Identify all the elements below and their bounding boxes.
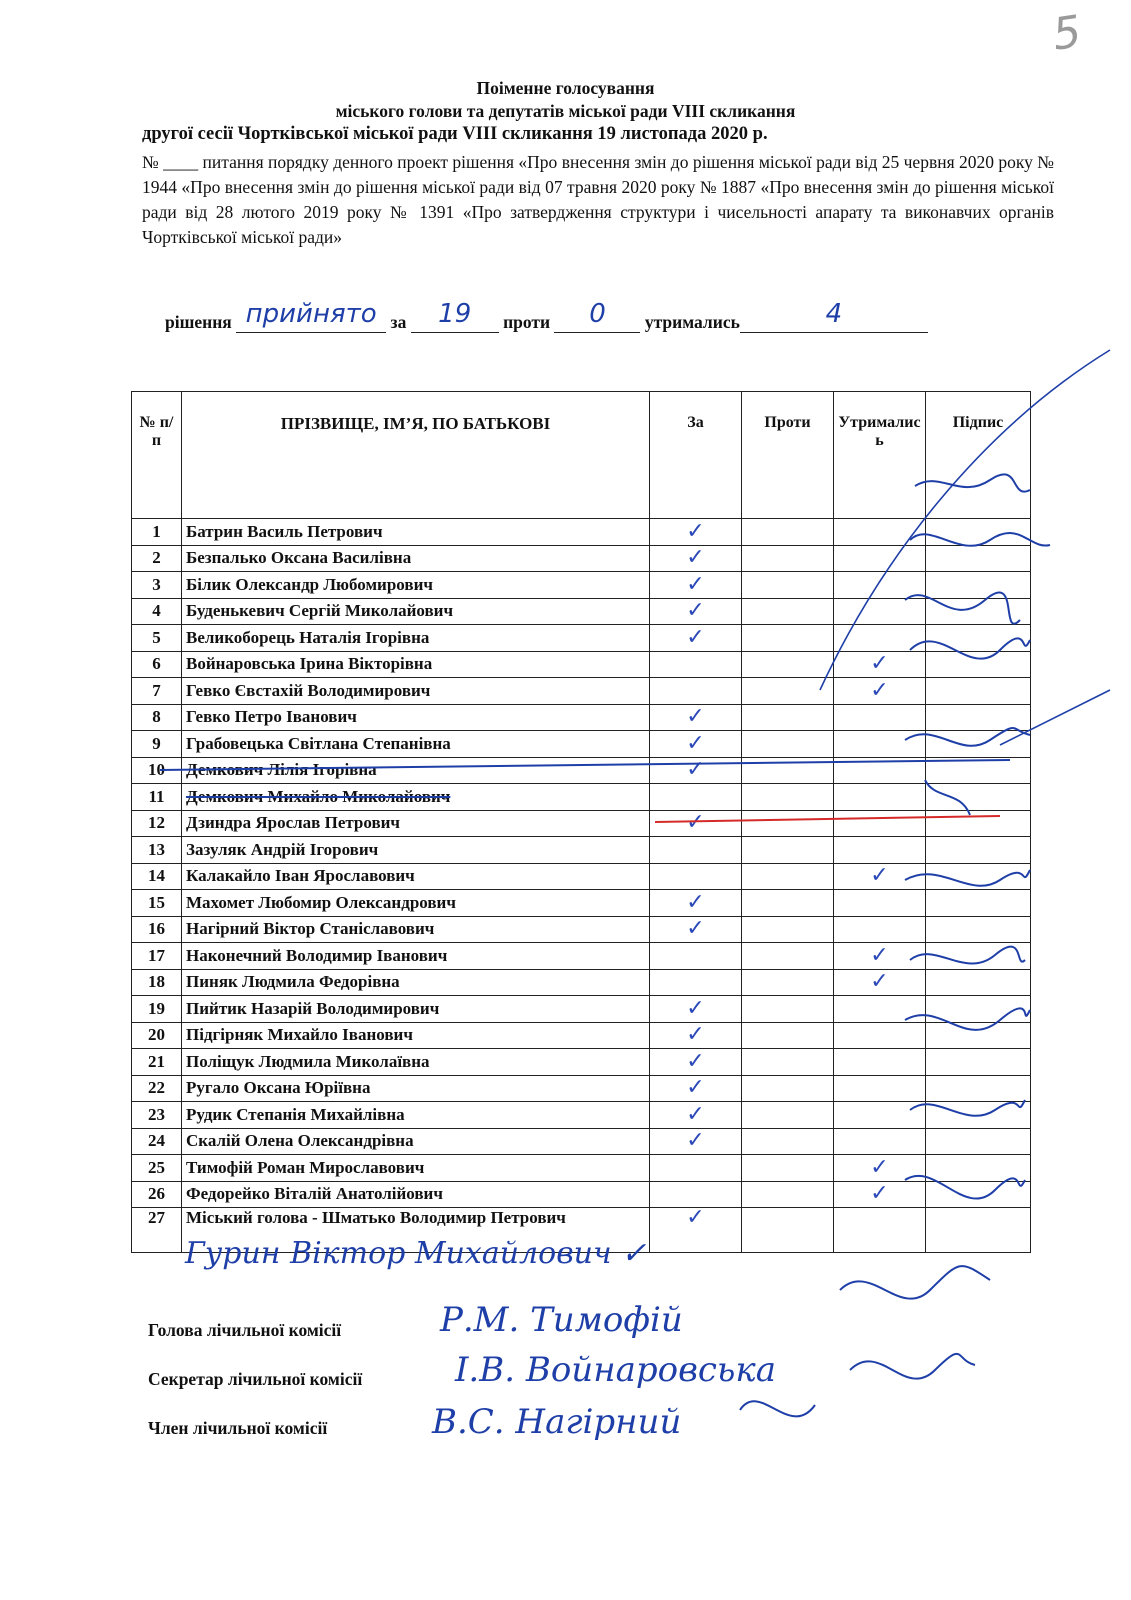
cell-num: 19 xyxy=(132,996,182,1023)
header-num: № п/п xyxy=(132,392,182,519)
check-mark-icon: ✓ xyxy=(686,916,705,942)
cell-num: 10 xyxy=(132,757,182,784)
cell-num: 20 xyxy=(132,1022,182,1049)
signature-scribble xyxy=(910,1100,1025,1116)
cell-num: 6 xyxy=(132,651,182,678)
cell-name: Батрин Василь Петрович xyxy=(182,519,650,546)
check-mark-icon: ✓ xyxy=(686,1022,705,1048)
check-mark-icon: ✓ xyxy=(686,1048,705,1074)
cell-num: 15 xyxy=(132,890,182,917)
signature-scribble xyxy=(840,1266,990,1299)
cell-num: 21 xyxy=(132,1049,182,1076)
handwritten-extra-voter: Гурин Віктор Михайлович ✓ xyxy=(185,1236,647,1271)
cell-num: 12 xyxy=(132,810,182,837)
cell-num: 13 xyxy=(132,837,182,864)
cell-name: Калакайло Іван Ярославович xyxy=(182,863,650,890)
check-mark-icon: ✓ xyxy=(870,863,889,889)
decision-label: рішення xyxy=(165,312,232,332)
cell-name: Демкович Михайло Миколайович xyxy=(182,784,650,811)
cell-name: Рудик Степанія Михайлівна xyxy=(182,1102,650,1129)
commission-head-label: Голова лічильної комісії xyxy=(148,1320,342,1340)
signature-scribble xyxy=(905,728,1030,746)
cell-num: 5 xyxy=(132,625,182,652)
cell-num: 25 xyxy=(132,1155,182,1182)
cell-num: 11 xyxy=(132,784,182,811)
signature-scribble xyxy=(905,1176,1025,1199)
cell-name: Наконечний Володимир Іванович xyxy=(182,943,650,970)
check-mark-icon: ✓ xyxy=(686,1128,705,1154)
check-mark-icon: ✓ xyxy=(686,624,705,650)
abstained-label: утримались xyxy=(644,312,740,332)
cell-name: Гевко Петро Іванович xyxy=(182,704,650,731)
cell-name: Міський голова - Шматько Володимир Петрович xyxy=(182,1208,650,1253)
cell-num: 18 xyxy=(132,969,182,996)
cell-num: 22 xyxy=(132,1075,182,1102)
signature-scribble xyxy=(850,1354,975,1379)
header-name: ПРІЗВИЩЕ, ІМ’Я, ПО БАТЬКОВІ xyxy=(182,392,650,519)
check-mark-icon: ✓ xyxy=(686,1101,705,1127)
commission-member-name: В.С. Нагірний xyxy=(432,1402,682,1442)
check-mark-icon: ✓ xyxy=(686,571,705,597)
check-mark-icon: ✓ xyxy=(870,942,889,968)
commission-member-label: Член лічильної комісії xyxy=(148,1418,328,1438)
check-mark-icon: ✓ xyxy=(686,1075,705,1101)
header-against: Проти xyxy=(742,392,834,519)
check-mark-icon: ✓ xyxy=(686,518,705,544)
against-value: 0 xyxy=(589,299,606,329)
for-label: за xyxy=(390,312,407,332)
check-mark-icon: ✓ xyxy=(686,1205,705,1230)
cell-num: 7 xyxy=(132,678,182,705)
strike-line xyxy=(160,760,1010,770)
cell-num: 9 xyxy=(132,731,182,758)
cell-name: Пийтик Назарій Володимирович xyxy=(182,996,650,1023)
check-mark-icon: ✓ xyxy=(686,810,705,836)
check-mark-icon: ✓ xyxy=(686,757,705,783)
cell-name: Безпалько Оксана Василівна xyxy=(182,545,650,572)
cell-num: 26 xyxy=(132,1181,182,1208)
cell-name: Демкович Лілія Ігорівна xyxy=(182,757,650,784)
check-mark-icon: ✓ xyxy=(686,889,705,915)
cell-num: 23 xyxy=(132,1102,182,1129)
signature-scribble xyxy=(820,350,1110,690)
check-mark-icon: ✓ xyxy=(686,704,705,730)
cell-name: Поліщук Людмила Миколаївна xyxy=(182,1049,650,1076)
decision-value: прийнято xyxy=(245,299,377,329)
cell-name: Грабовецька Світлана Степанівна xyxy=(182,731,650,758)
cell-name: Войнаровська Ірина Вікторівна xyxy=(182,651,650,678)
cell-name: Гевко Євстахій Володимирович xyxy=(182,678,650,705)
commission-head-name: Р.М. Тимофій xyxy=(440,1300,683,1340)
header-abstained: Утрималис ь xyxy=(834,392,926,519)
cell-name: Підгірняк Михайло Іванович xyxy=(182,1022,650,1049)
agenda-question: № ____ питання порядку денного проект рішення «Про внесення змін до рішення міської ради від 25 червня 2020 року № 1944 «Про внесення змін до рішення міської ради від 07 травня 2020 року № 1887 «Про внесення змін до рішення міської ради від 28 лютого 2019 року № 1391 «Про затвердження структури і чисельності апарату та виконавчих органів Чортківської міської ради» xyxy=(142,152,1054,247)
doc-subtitle: міського голови та депутатів міської ради VIII скликання xyxy=(335,101,796,121)
check-mark-icon: ✓ xyxy=(686,545,705,571)
cell-num: 4 xyxy=(132,598,182,625)
cell-name: Тимофій Роман Мирославович xyxy=(182,1155,650,1182)
cell-name: Махомет Любомир Олександрович xyxy=(182,890,650,917)
doc-title: Поіменне голосування xyxy=(476,78,655,98)
cell-num: 2 xyxy=(132,545,182,572)
cell-num: 24 xyxy=(132,1128,182,1155)
for-value: 19 xyxy=(438,299,472,329)
cell-num: 14 xyxy=(132,863,182,890)
cell-name: Пиняк Людмила Федорівна xyxy=(182,969,650,996)
signature-scribble xyxy=(1000,690,1110,745)
cell-name: Нагірний Віктор Станіславович xyxy=(182,916,650,943)
cell-name: Скалій Олена Олександрівна xyxy=(182,1128,650,1155)
cell-num: 17 xyxy=(132,943,182,970)
cell-num: 8 xyxy=(132,704,182,731)
check-mark-icon: ✓ xyxy=(870,1181,889,1207)
check-mark-icon: ✓ xyxy=(870,1154,889,1180)
signature-scribble xyxy=(910,947,1025,964)
cell-name: Білик Олександр Любомирович xyxy=(182,572,650,599)
signature-scribble xyxy=(915,474,1030,491)
header-signature: Підпис xyxy=(926,392,1031,519)
signature-scribble xyxy=(925,780,970,815)
signature-scribble xyxy=(905,1008,1030,1029)
signature-scribble xyxy=(905,592,1020,623)
check-mark-icon: ✓ xyxy=(870,651,889,677)
page-number-mark: 5 xyxy=(1049,6,1085,61)
cell-num: 16 xyxy=(132,916,182,943)
commission-secretary-label: Секретар лічильної комісії xyxy=(148,1369,363,1389)
signature-scribble xyxy=(905,870,1030,886)
signature-scribble xyxy=(910,533,1050,546)
cell-name: Великоборець Наталія Ігорівна xyxy=(182,625,650,652)
abstained-value: 4 xyxy=(825,299,843,329)
cell-name: Дзиндра Ярослав Петрович xyxy=(182,810,650,837)
cell-num: 3 xyxy=(132,572,182,599)
check-mark-icon: ✓ xyxy=(686,598,705,624)
check-mark-icon: ✓ xyxy=(870,677,889,703)
check-mark-icon: ✓ xyxy=(686,995,705,1021)
against-label: проти xyxy=(503,312,551,332)
check-mark-icon: ✓ xyxy=(870,969,889,995)
cell-name: Буденькевич Сергій Миколайович xyxy=(182,598,650,625)
session-line: другої сесії Чортківської міської ради VIII скликання 19 листопада 2020 р. xyxy=(142,124,768,144)
signature-scribble xyxy=(910,638,1030,658)
cell-num: 1 xyxy=(132,519,182,546)
cell-name: Ругало Оксана Юріївна xyxy=(182,1075,650,1102)
commission-secretary-name: І.В. Войнаровська xyxy=(455,1350,777,1390)
header-for: За xyxy=(650,392,742,519)
cell-name: Зазуляк Андрій Ігорович xyxy=(182,837,650,864)
check-mark-icon: ✓ xyxy=(686,730,705,756)
cell-name: Федорейко Віталій Анатолійович xyxy=(182,1181,650,1208)
cell-num: 27 xyxy=(132,1208,182,1253)
red-underline xyxy=(655,816,1000,822)
signature-scribble xyxy=(740,1401,815,1416)
